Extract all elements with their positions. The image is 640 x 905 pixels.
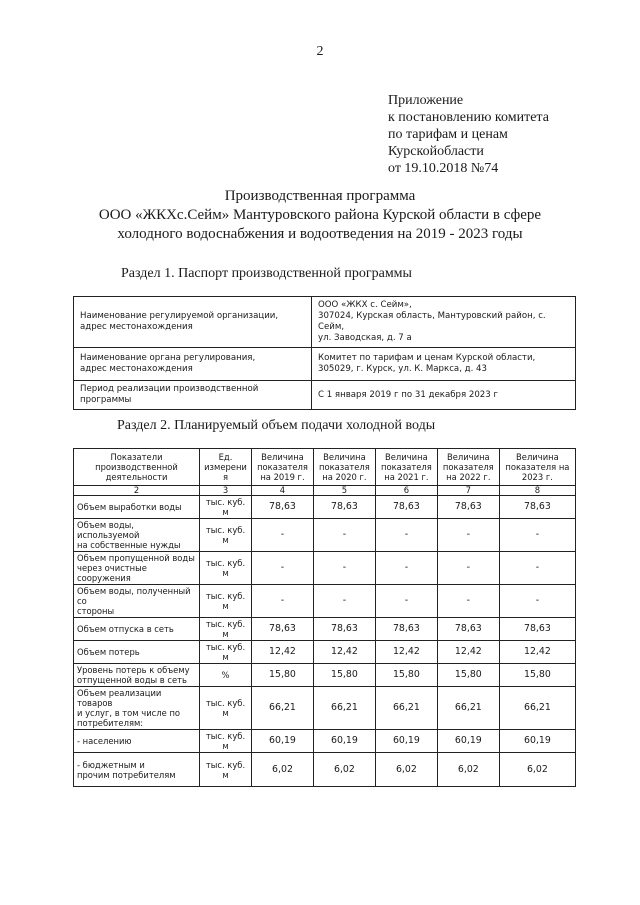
unit-line: м bbox=[222, 535, 229, 545]
column-number: 6 bbox=[375, 486, 437, 496]
column-header bbox=[437, 449, 499, 486]
value-cell: 78,63 bbox=[437, 618, 499, 641]
value-cell: 66,21 bbox=[437, 687, 499, 730]
header-line: на 2021 г. bbox=[384, 472, 429, 482]
unit-cell bbox=[200, 496, 252, 519]
name-line: Объем реализации товаров bbox=[77, 688, 162, 708]
title-line: холодного водоснабжения и водоотведения на 2019 - 2023 годы bbox=[117, 226, 523, 242]
value-cell: 6,02 bbox=[252, 753, 314, 787]
value-cell: 15,80 bbox=[313, 664, 375, 687]
header-line: я bbox=[222, 472, 229, 482]
indicator-name bbox=[74, 519, 200, 552]
indicator-name bbox=[74, 730, 200, 753]
passport-label bbox=[74, 348, 312, 381]
name-line: прочим потребителям bbox=[77, 769, 176, 780]
name-line: Объем потерь bbox=[77, 647, 140, 657]
unit-line: тыс. куб. bbox=[205, 642, 246, 652]
header-line: Показатели bbox=[110, 452, 163, 462]
header-line: производственной bbox=[95, 462, 178, 472]
passport-value bbox=[312, 297, 576, 348]
value-line: ул. Заводская, д. 7 а bbox=[318, 333, 412, 343]
header-line: деятельности bbox=[105, 472, 168, 482]
column-number: 8 bbox=[499, 486, 575, 496]
value-cell: - bbox=[252, 519, 314, 552]
volume-table bbox=[73, 448, 576, 787]
column-number: 5 bbox=[313, 486, 375, 496]
header-line: показателя bbox=[257, 462, 308, 472]
header-line: на 2020 г. bbox=[322, 472, 367, 482]
name-line: Объем воды, полученный со bbox=[77, 586, 191, 606]
header-line: показателя bbox=[319, 462, 370, 472]
passport-row bbox=[74, 297, 576, 348]
unit-line: тыс. куб. bbox=[205, 698, 246, 708]
appendix-line: от 19.10.2018 №74 bbox=[388, 161, 499, 176]
unit-line: м bbox=[222, 741, 229, 751]
name-line: на собственные нужды bbox=[77, 540, 181, 550]
header-line: Величина bbox=[446, 452, 490, 462]
value-cell: 78,63 bbox=[437, 496, 499, 519]
header-line: на 2022 г. bbox=[446, 472, 491, 482]
document-title bbox=[60, 187, 580, 244]
header-line: Величина bbox=[323, 452, 366, 462]
value-cell: - bbox=[313, 519, 375, 552]
table-row bbox=[74, 687, 576, 730]
name-line: отпущенной воды в сеть bbox=[77, 675, 187, 685]
header-line: на 2019 г. bbox=[260, 472, 305, 482]
value-cell: 66,21 bbox=[252, 687, 314, 730]
indicator-name bbox=[74, 753, 200, 787]
unit-cell bbox=[200, 552, 252, 585]
unit-cell bbox=[200, 585, 252, 618]
value-cell: 78,63 bbox=[252, 618, 314, 641]
value-cell: - bbox=[437, 519, 499, 552]
label-line: Наименование органа регулирования, bbox=[80, 353, 256, 363]
appendix-line: Курскойобласти bbox=[388, 144, 484, 159]
indicator-name bbox=[74, 496, 200, 519]
unit-line: тыс. куб. bbox=[205, 731, 246, 741]
header-line: Величина bbox=[516, 452, 559, 462]
header-line: показателя bbox=[380, 462, 432, 472]
unit-line: тыс. куб. bbox=[205, 619, 246, 629]
value-cell: - bbox=[437, 552, 499, 585]
header-line: измерени bbox=[204, 462, 247, 472]
name-line: через очистные сооружения bbox=[77, 563, 147, 583]
value-cell: 78,63 bbox=[499, 618, 575, 641]
unit-line: м bbox=[222, 568, 229, 578]
value-cell: 78,63 bbox=[375, 618, 437, 641]
appendix-block bbox=[388, 92, 549, 177]
unit-cell bbox=[200, 519, 252, 552]
unit-line: м bbox=[222, 708, 229, 718]
column-header bbox=[74, 449, 200, 486]
label-line: адрес местонахождения bbox=[80, 364, 193, 374]
column-number: 2 bbox=[74, 486, 200, 496]
name-line: Объем отпуска в сеть bbox=[77, 624, 174, 634]
value-cell: 66,21 bbox=[499, 687, 575, 730]
value-cell: - bbox=[499, 585, 575, 618]
indicator-name bbox=[74, 687, 200, 730]
unit-line: тыс. куб. bbox=[205, 497, 246, 507]
label-line: Период реализации производственной программы bbox=[80, 384, 259, 405]
value-line: 305029, г. Курск, ул. К. Маркса, д. 43 bbox=[318, 364, 487, 374]
unit-line: тыс. куб. bbox=[205, 759, 246, 770]
value-cell: 12,42 bbox=[437, 641, 499, 664]
title-line: Производственная программа bbox=[224, 188, 416, 204]
passport-label bbox=[74, 381, 312, 410]
value-cell: - bbox=[375, 552, 437, 585]
unit-cell bbox=[200, 730, 252, 753]
unit-cell bbox=[200, 664, 252, 687]
column-header bbox=[252, 449, 314, 486]
value-cell: - bbox=[375, 519, 437, 552]
value-cell: 78,63 bbox=[313, 496, 375, 519]
passport-row bbox=[74, 381, 576, 410]
value-cell: 78,63 bbox=[313, 618, 375, 641]
name-line: Объем воды, используемой bbox=[77, 520, 140, 540]
unit-line: м bbox=[222, 769, 229, 780]
table-row bbox=[74, 664, 576, 687]
unit-cell bbox=[200, 618, 252, 641]
value-cell: 60,19 bbox=[437, 730, 499, 753]
table-row bbox=[74, 618, 576, 641]
value-cell: 60,19 bbox=[252, 730, 314, 753]
passport-value bbox=[312, 348, 576, 381]
unit-line: м bbox=[222, 652, 229, 662]
table-row bbox=[74, 730, 576, 753]
name-line: стороны bbox=[77, 606, 115, 616]
value-cell: 6,02 bbox=[375, 753, 437, 787]
appendix-line: Приложение bbox=[388, 93, 464, 108]
header-line: показателя bbox=[442, 462, 494, 472]
table-row bbox=[74, 585, 576, 618]
unit-cell bbox=[200, 641, 252, 664]
appendix-line: по тарифам и ценам bbox=[388, 127, 508, 142]
column-header bbox=[313, 449, 375, 486]
value-cell: 60,19 bbox=[499, 730, 575, 753]
table-row bbox=[74, 552, 576, 585]
column-number: 4 bbox=[252, 486, 314, 496]
column-header bbox=[200, 449, 252, 486]
value-cell: 12,42 bbox=[252, 641, 314, 664]
passport-label bbox=[74, 297, 312, 348]
name-line: - населению bbox=[77, 736, 132, 746]
value-cell: 15,80 bbox=[252, 664, 314, 687]
passport-row bbox=[74, 348, 576, 381]
passport-value bbox=[312, 381, 576, 410]
value-cell: - bbox=[252, 585, 314, 618]
value-cell: - bbox=[252, 552, 314, 585]
unit-cell bbox=[200, 753, 252, 787]
value-cell: 15,80 bbox=[499, 664, 575, 687]
column-header bbox=[499, 449, 575, 486]
value-cell: - bbox=[313, 585, 375, 618]
value-cell: 78,63 bbox=[499, 496, 575, 519]
value-cell: 78,63 bbox=[252, 496, 314, 519]
indicator-name bbox=[74, 664, 200, 687]
value-line: Комитет по тарифам и ценам Курской области, bbox=[318, 353, 536, 363]
value-cell: 12,42 bbox=[375, 641, 437, 664]
page-number: 2 bbox=[316, 44, 324, 59]
label-line: адрес местонахождения bbox=[80, 322, 193, 332]
column-number: 3 bbox=[200, 486, 252, 496]
unit-line: тыс. куб. bbox=[205, 525, 246, 535]
label-line: Наименование регулируемой организации, bbox=[80, 311, 279, 321]
value-cell: - bbox=[499, 552, 575, 585]
unit-line: тыс. куб. bbox=[205, 558, 246, 568]
column-header bbox=[375, 449, 437, 486]
table-row bbox=[74, 753, 576, 787]
unit-line: тыс. куб. bbox=[205, 591, 246, 601]
section1-heading: Раздел 1. Паспорт производственной программы bbox=[121, 266, 412, 281]
value-cell: - bbox=[313, 552, 375, 585]
header-row bbox=[74, 449, 576, 486]
value-cell: 6,02 bbox=[499, 753, 575, 787]
value-cell: - bbox=[499, 519, 575, 552]
value-cell: 66,21 bbox=[313, 687, 375, 730]
name-line: - бюджетным и bbox=[77, 759, 145, 770]
name-line: и услуг, в том числе по bbox=[77, 708, 181, 718]
value-cell: 60,19 bbox=[313, 730, 375, 753]
value-line: ООО «ЖКХ с. Сейм», bbox=[318, 300, 412, 310]
value-cell: 15,80 bbox=[437, 664, 499, 687]
value-cell: 66,21 bbox=[375, 687, 437, 730]
value-line: 307024, Курская область, Мантуровский район, с. Сейм, bbox=[318, 311, 546, 332]
value-line: С 1 января 2019 г по 31 декабря 2023 г bbox=[318, 389, 498, 400]
indicator-name bbox=[74, 618, 200, 641]
name-line: Уровень потерь к объему bbox=[77, 665, 190, 675]
value-cell: 60,19 bbox=[375, 730, 437, 753]
value-cell: - bbox=[437, 585, 499, 618]
title-line: ООО «ЖКХс.Сейм» Мантуровского района Курской области в сфере bbox=[98, 207, 542, 223]
header-line: Величина bbox=[385, 452, 428, 462]
value-cell: 6,02 bbox=[437, 753, 499, 787]
value-cell: 12,42 bbox=[313, 641, 375, 664]
value-cell: 78,63 bbox=[375, 496, 437, 519]
header-line: Величина bbox=[261, 452, 304, 462]
value-cell: 12,42 bbox=[499, 641, 575, 664]
unit-line: м bbox=[222, 507, 229, 517]
column-number: 7 bbox=[437, 486, 499, 496]
indicator-name bbox=[74, 641, 200, 664]
indicator-name bbox=[74, 585, 200, 618]
section2-heading: Раздел 2. Планируемый объем подачи холодной воды bbox=[117, 418, 436, 433]
appendix-line: к постановлению комитета bbox=[388, 110, 549, 125]
column-number-row bbox=[74, 486, 576, 496]
unit-line: % bbox=[221, 670, 230, 680]
table-row bbox=[74, 641, 576, 664]
unit-cell bbox=[200, 687, 252, 730]
value-cell: - bbox=[375, 585, 437, 618]
header-line: 2023 г. bbox=[521, 472, 553, 482]
table-row bbox=[74, 496, 576, 519]
name-line: потребителям: bbox=[77, 718, 144, 728]
name-line: Объем выработки воды bbox=[77, 502, 182, 512]
table-row bbox=[74, 519, 576, 552]
passport-table bbox=[73, 296, 576, 410]
indicator-name bbox=[74, 552, 200, 585]
value-cell: 6,02 bbox=[313, 753, 375, 787]
unit-line: м bbox=[222, 601, 229, 611]
header-line: показателя на bbox=[505, 462, 570, 472]
name-line: Объем пропущенной воды bbox=[77, 553, 195, 563]
value-cell: 15,80 bbox=[375, 664, 437, 687]
header-line: Ед. bbox=[218, 452, 233, 462]
unit-line: м bbox=[222, 629, 229, 639]
